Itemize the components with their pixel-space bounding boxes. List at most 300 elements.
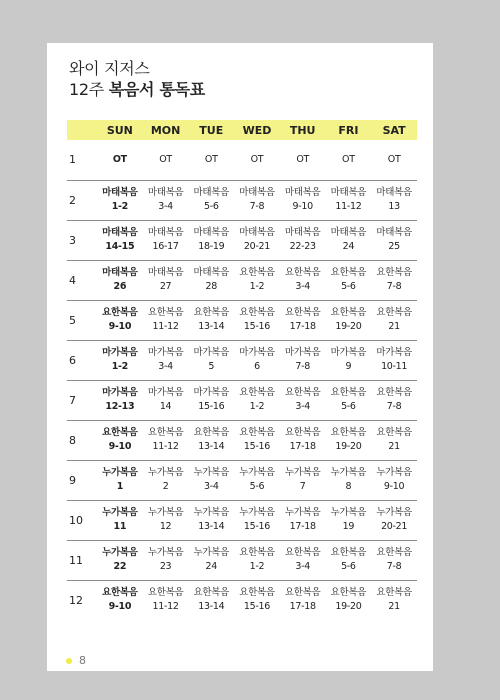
reading-chapters: 13-14: [198, 521, 225, 532]
reading-cell: [234, 380, 280, 420]
reading-cell: [97, 580, 143, 620]
reading-chapters: 14-15: [105, 241, 135, 252]
week-header: [67, 120, 97, 140]
reading-chapters: 21: [388, 321, 400, 332]
reading-cell: [188, 300, 234, 340]
reading-chapters: 9: [345, 361, 352, 372]
reading-text: [326, 386, 372, 414]
reading-chapters: 19-20: [335, 601, 362, 613]
reading-chapters: 7: [299, 481, 306, 492]
reading-chapters: 3-4: [295, 561, 310, 572]
day-header-tue: TUE: [199, 123, 224, 137]
reading-text: [326, 586, 372, 614]
reading-cell: [188, 340, 234, 380]
reading-text: [143, 226, 189, 254]
reading-book: 요한복음: [330, 307, 367, 318]
reading-book: 마태복음: [284, 227, 321, 238]
reading-book: 요한복음: [376, 547, 412, 558]
reading-text: [280, 386, 326, 414]
reading-text: [280, 186, 326, 214]
reading-text: [188, 546, 234, 574]
table-row: [67, 260, 417, 300]
reading-text: [371, 466, 417, 494]
week-number: 2: [67, 180, 97, 220]
reading-chapters: 7-8: [386, 401, 402, 412]
reading-book: 요한복음: [239, 587, 275, 599]
reading-book: 요한복음: [193, 587, 230, 599]
reading-book: 마태복음: [193, 227, 230, 238]
reading-cell: [234, 540, 280, 580]
reading-text: [280, 426, 326, 454]
reading-cell: [326, 140, 372, 180]
reading-book: 마태복음: [376, 227, 412, 238]
reading-book: 마가복음: [239, 347, 275, 358]
reading-text: [371, 153, 417, 167]
reading-cell: [143, 460, 189, 500]
table-row: [67, 460, 417, 500]
reading-text: [326, 186, 372, 214]
reading-chapters: 17-18: [289, 441, 316, 452]
reading-text: [234, 266, 280, 294]
reading-chapters: 22: [113, 561, 127, 572]
reading-book: 마태복음: [330, 187, 367, 198]
reading-chapters: 7-8: [295, 361, 310, 372]
reading-book: 마태복음: [239, 187, 275, 198]
page-number: 8: [79, 654, 86, 667]
reading-cell: [326, 300, 372, 340]
reading-chapters: 16-17: [152, 241, 179, 252]
reading-cell: [97, 260, 143, 300]
reading-cell: [326, 540, 372, 580]
reading-chapters: 17-18: [289, 601, 316, 613]
reading-chapters: 15-16: [243, 521, 271, 532]
reading-book: 요한복음: [239, 547, 275, 558]
reading-chapters: 1-2: [249, 401, 265, 412]
reading-text: [280, 153, 326, 167]
reading-chapters: 5-6: [341, 281, 356, 292]
reading-chapters: 11-12: [152, 321, 179, 332]
reading-chapters: 9-10: [292, 201, 313, 212]
reading-text: [143, 153, 189, 167]
reading-book: 누가복음: [147, 507, 184, 518]
reading-text: [280, 506, 326, 534]
reading-book: 마태복음: [193, 267, 230, 278]
reading-book: 마태복음: [147, 267, 184, 278]
week-number: 8: [67, 420, 97, 460]
reading-chapters: 15-16: [243, 321, 271, 332]
week-number: 11: [67, 540, 97, 580]
week-number: 9: [67, 460, 97, 500]
reading-text: [188, 153, 234, 167]
reading-book: OT: [342, 153, 355, 165]
reading-chapters: 11-12: [152, 601, 179, 613]
reading-cell: [97, 500, 143, 540]
day-header-fri: FRI: [338, 123, 359, 137]
reading-cell: [188, 540, 234, 580]
reading-cell: [371, 540, 417, 580]
reading-book: 요한복음: [102, 427, 138, 438]
reading-book: 누가복음: [239, 507, 275, 518]
reading-text: [188, 426, 234, 454]
day-header-thu: THU: [289, 123, 316, 137]
reading-text: [97, 426, 143, 454]
table-row: [67, 180, 417, 220]
reading-cell: [97, 140, 143, 180]
reading-cell: [188, 180, 234, 220]
reading-book: 요한복음: [284, 267, 321, 278]
week-number: 12: [69, 593, 83, 607]
reading-book: 요한복음: [239, 427, 275, 438]
reading-book: 누가복음: [193, 507, 230, 518]
reading-cell: [188, 220, 234, 260]
reading-text: [143, 546, 189, 574]
reading-cell: [143, 260, 189, 300]
reading-text: [371, 266, 417, 294]
reading-cell: [234, 580, 280, 620]
reading-cell: [143, 380, 189, 420]
reading-chapters: 13-14: [198, 441, 225, 452]
reading-text: [371, 346, 417, 374]
day-header-sun: SUN: [106, 123, 133, 137]
reading-cell: [326, 180, 372, 220]
reading-cell: [234, 260, 280, 300]
reading-book: OT: [159, 153, 172, 165]
reading-chapters: 3-4: [203, 481, 219, 492]
reading-book: 요한복음: [193, 427, 230, 438]
reading-text: [280, 546, 326, 574]
reading-cell: [371, 140, 417, 180]
reading-book: 마가복음: [193, 347, 230, 358]
reading-cell: [143, 500, 189, 540]
reading-cell: [371, 180, 417, 220]
reading-cell: [280, 140, 326, 180]
reading-text: [143, 386, 189, 414]
reading-cell: [188, 260, 234, 300]
reading-cell: [326, 260, 372, 300]
reading-book: 요한복음: [284, 427, 321, 438]
reading-book: OT: [250, 153, 264, 165]
week-number: 7: [67, 380, 97, 420]
reading-cell: [371, 380, 417, 420]
reading-chapters: 15-16: [243, 441, 271, 452]
reading-chapters: 5-6: [341, 401, 356, 412]
reading-cell: [326, 580, 372, 620]
reading-cell: [371, 260, 417, 300]
week-number: 4: [67, 260, 97, 300]
reading-cell: [326, 220, 372, 260]
document-page: [47, 43, 433, 671]
reading-chapters: 11-12: [152, 441, 179, 452]
reading-chapters: 11-12: [335, 201, 362, 212]
reading-cell: [234, 180, 280, 220]
reading-book: 누가복음: [193, 547, 230, 558]
reading-book: 마가복음: [376, 347, 412, 358]
reading-book: 요한복음: [102, 587, 138, 599]
reading-cell: [326, 460, 372, 500]
reading-text: [143, 346, 189, 374]
reading-cell: [188, 140, 234, 180]
week-number: 3: [67, 220, 97, 260]
reading-cell: [280, 420, 326, 460]
reading-text: [326, 266, 372, 294]
reading-chapters: 7-8: [249, 201, 265, 212]
reading-text: [326, 306, 372, 334]
reading-text: [280, 586, 326, 614]
reading-cell: [280, 540, 326, 580]
reading-book: 요한복음: [284, 587, 321, 599]
reading-chapters: 9-10: [108, 441, 132, 452]
title-line-2: [69, 79, 205, 100]
reading-cell: [97, 420, 143, 460]
day-header-mon: MON: [150, 123, 181, 137]
week-number: 10: [67, 500, 97, 540]
reading-chapters: 2: [162, 481, 169, 492]
reading-chapters: 13-14: [198, 601, 225, 613]
reading-text: [188, 466, 234, 494]
reading-book: 요한복음: [376, 427, 412, 438]
reading-book: 마태복음: [284, 187, 321, 198]
reading-book: 요한복음: [376, 267, 412, 278]
reading-cell: [280, 220, 326, 260]
reading-book: 마태복음: [147, 227, 184, 238]
reading-cell: [326, 340, 372, 380]
reading-chapters: 24: [342, 241, 355, 252]
reading-cell: [326, 420, 372, 460]
reading-book: 마태복음: [330, 227, 367, 238]
reading-cell: [280, 180, 326, 220]
reading-chapters: 20-21: [381, 521, 408, 532]
reading-text: [143, 186, 189, 214]
reading-cell: [371, 460, 417, 500]
reading-cell: [143, 140, 189, 180]
reading-cell: [234, 420, 280, 460]
reading-cell: [188, 460, 234, 500]
reading-chapters: 15-16: [243, 601, 271, 613]
reading-book: 누가복음: [284, 467, 321, 478]
day-header-wed: WED: [242, 123, 272, 137]
reading-book: 누가복음: [376, 467, 412, 478]
table-row: [67, 540, 417, 580]
table-row: [67, 300, 417, 340]
reading-chapters: 28: [205, 281, 218, 292]
page-footer: [66, 654, 86, 667]
reading-cell: [280, 500, 326, 540]
reading-text: [97, 506, 143, 534]
reading-chapters: 1-2: [111, 361, 128, 372]
reading-chapters: 19-20: [335, 321, 362, 332]
reading-text: [326, 466, 372, 494]
table-row: [67, 580, 417, 620]
reading-book: 요한복음: [239, 307, 275, 318]
reading-chapters: 13: [388, 201, 400, 212]
reading-book: OT: [204, 153, 218, 165]
reading-cell: [143, 220, 189, 260]
reading-chapters: 27: [159, 281, 172, 292]
reading-book: 요한복음: [102, 307, 138, 318]
reading-cell: [326, 500, 372, 540]
reading-book: 마태복음: [102, 227, 138, 238]
reading-text: [371, 186, 417, 214]
reading-book: 누가복음: [147, 467, 184, 478]
table-row: [67, 380, 417, 420]
reading-chapters: 15-16: [198, 401, 225, 412]
reading-cell: [97, 380, 143, 420]
reading-chapters: 5-6: [203, 201, 219, 212]
reading-chapters: 14: [159, 401, 172, 412]
table-row: [67, 140, 417, 180]
reading-book: 마가복음: [330, 347, 367, 358]
reading-book: 요한복음: [284, 387, 321, 398]
reading-text: [97, 586, 143, 614]
week-number: 6: [67, 340, 97, 380]
reading-book: 마태복음: [147, 187, 184, 198]
reading-text: [234, 586, 280, 614]
reading-chapters: 17-18: [289, 321, 316, 332]
reading-cell: [234, 500, 280, 540]
reading-book: 누가복음: [376, 507, 412, 518]
reading-text: [280, 466, 326, 494]
reading-text: [371, 226, 417, 254]
reading-text: [188, 346, 234, 374]
reading-book: 누가복음: [102, 467, 138, 478]
reading-text: [97, 386, 143, 414]
reading-book: 마가복음: [193, 387, 230, 398]
reading-cell: [143, 580, 189, 620]
reading-book: 마가복음: [102, 387, 138, 398]
reading-chapters: 3-4: [295, 281, 310, 292]
reading-text: [371, 546, 417, 574]
reading-cell: [188, 500, 234, 540]
reading-book: 누가복음: [330, 467, 367, 478]
table-row: [67, 500, 417, 540]
reading-chapters: 25: [388, 241, 400, 252]
reading-text: [234, 426, 280, 454]
reading-text: [97, 306, 143, 334]
reading-book: 누가복음: [147, 547, 184, 558]
reading-cell: [371, 580, 417, 620]
reading-cell: [97, 540, 143, 580]
reading-text: [97, 466, 143, 494]
reading-book: 요한복음: [147, 587, 184, 599]
reading-cell: [280, 460, 326, 500]
reading-cell: [97, 300, 143, 340]
reading-book: 요한복음: [330, 387, 367, 398]
reading-cell: [234, 460, 280, 500]
reading-book: 요한복음: [330, 267, 367, 278]
reading-text: [188, 506, 234, 534]
reading-book: 마태복음: [193, 187, 230, 198]
reading-book: 요한복음: [147, 427, 184, 438]
title-line-2-prefix: 12주: [69, 80, 109, 99]
reading-plan-table: [67, 120, 417, 620]
reading-text: [188, 266, 234, 294]
reading-text: [188, 306, 234, 334]
reading-chapters: 11: [113, 521, 127, 532]
reading-chapters: 13-14: [198, 321, 225, 332]
reading-text: [371, 586, 417, 614]
reading-text: [143, 426, 189, 454]
reading-chapters: 17-18: [289, 521, 316, 532]
reading-book: 누가복음: [193, 467, 230, 478]
reading-text: [143, 306, 189, 334]
reading-book: 마가복음: [284, 347, 321, 358]
reading-text: [188, 586, 234, 614]
reading-text: [280, 346, 326, 374]
reading-book: OT: [112, 153, 127, 165]
reading-cell: [143, 540, 189, 580]
reading-chapters: 1-2: [111, 201, 128, 212]
reading-chapters: 26: [113, 281, 127, 292]
reading-cell: [188, 420, 234, 460]
reading-text: [188, 186, 234, 214]
week-number: 5: [67, 300, 97, 340]
reading-text: [326, 426, 372, 454]
reading-text: [280, 306, 326, 334]
title-line-1: 와이 지저스: [69, 59, 150, 78]
reading-book: 요한복음: [330, 587, 367, 599]
reading-cell: [234, 220, 280, 260]
reading-text: [97, 346, 143, 374]
reading-book: OT: [296, 153, 310, 165]
reading-book: 마태복음: [376, 187, 412, 198]
reading-cell: [234, 340, 280, 380]
reading-text: [97, 266, 143, 294]
reading-chapters: 1-2: [249, 281, 265, 292]
reading-text: [143, 466, 189, 494]
reading-cell: [97, 340, 143, 380]
title-line-2-bold: 복음서 통독표: [108, 80, 205, 99]
reading-text: [280, 266, 326, 294]
reading-cell: [280, 340, 326, 380]
header-row: [67, 120, 417, 140]
reading-chapters: 18-19: [198, 241, 225, 252]
reading-book: 마태복음: [102, 267, 138, 278]
reading-chapters: 10-11: [381, 361, 408, 372]
reading-text: [371, 306, 417, 334]
reading-cell: [188, 580, 234, 620]
reading-chapters: 19-20: [335, 441, 362, 452]
reading-chapters: 5-6: [341, 561, 356, 572]
reading-book: 누가복음: [102, 507, 138, 518]
table-row: [67, 340, 417, 380]
reading-chapters: 19: [342, 521, 355, 532]
reading-book: 누가복음: [239, 467, 275, 478]
reading-book: 요한복음: [284, 547, 321, 558]
reading-chapters: 24: [205, 561, 218, 572]
reading-cell: [326, 380, 372, 420]
reading-book: 요한복음: [193, 307, 230, 318]
reading-book: 누가복음: [102, 547, 138, 558]
reading-book: 요한복음: [239, 267, 275, 278]
reading-book: 마태복음: [239, 227, 275, 238]
reading-chapters: 3-4: [295, 401, 310, 412]
page-title: [69, 58, 205, 100]
reading-chapters: 21: [388, 601, 400, 613]
reading-cell: [97, 220, 143, 260]
reading-text: [326, 506, 372, 534]
reading-book: 요한복음: [239, 387, 275, 398]
reading-chapters: 23: [159, 561, 172, 572]
reading-chapters: 5-6: [249, 481, 265, 492]
reading-chapters: 3-4: [158, 201, 173, 212]
reading-text: [326, 346, 372, 374]
reading-book: 누가복음: [284, 507, 321, 518]
reading-text: [371, 386, 417, 414]
reading-book: 요한복음: [330, 547, 367, 558]
reading-text: [143, 506, 189, 534]
reading-chapters: 21: [388, 441, 400, 452]
table-row: [67, 220, 417, 260]
